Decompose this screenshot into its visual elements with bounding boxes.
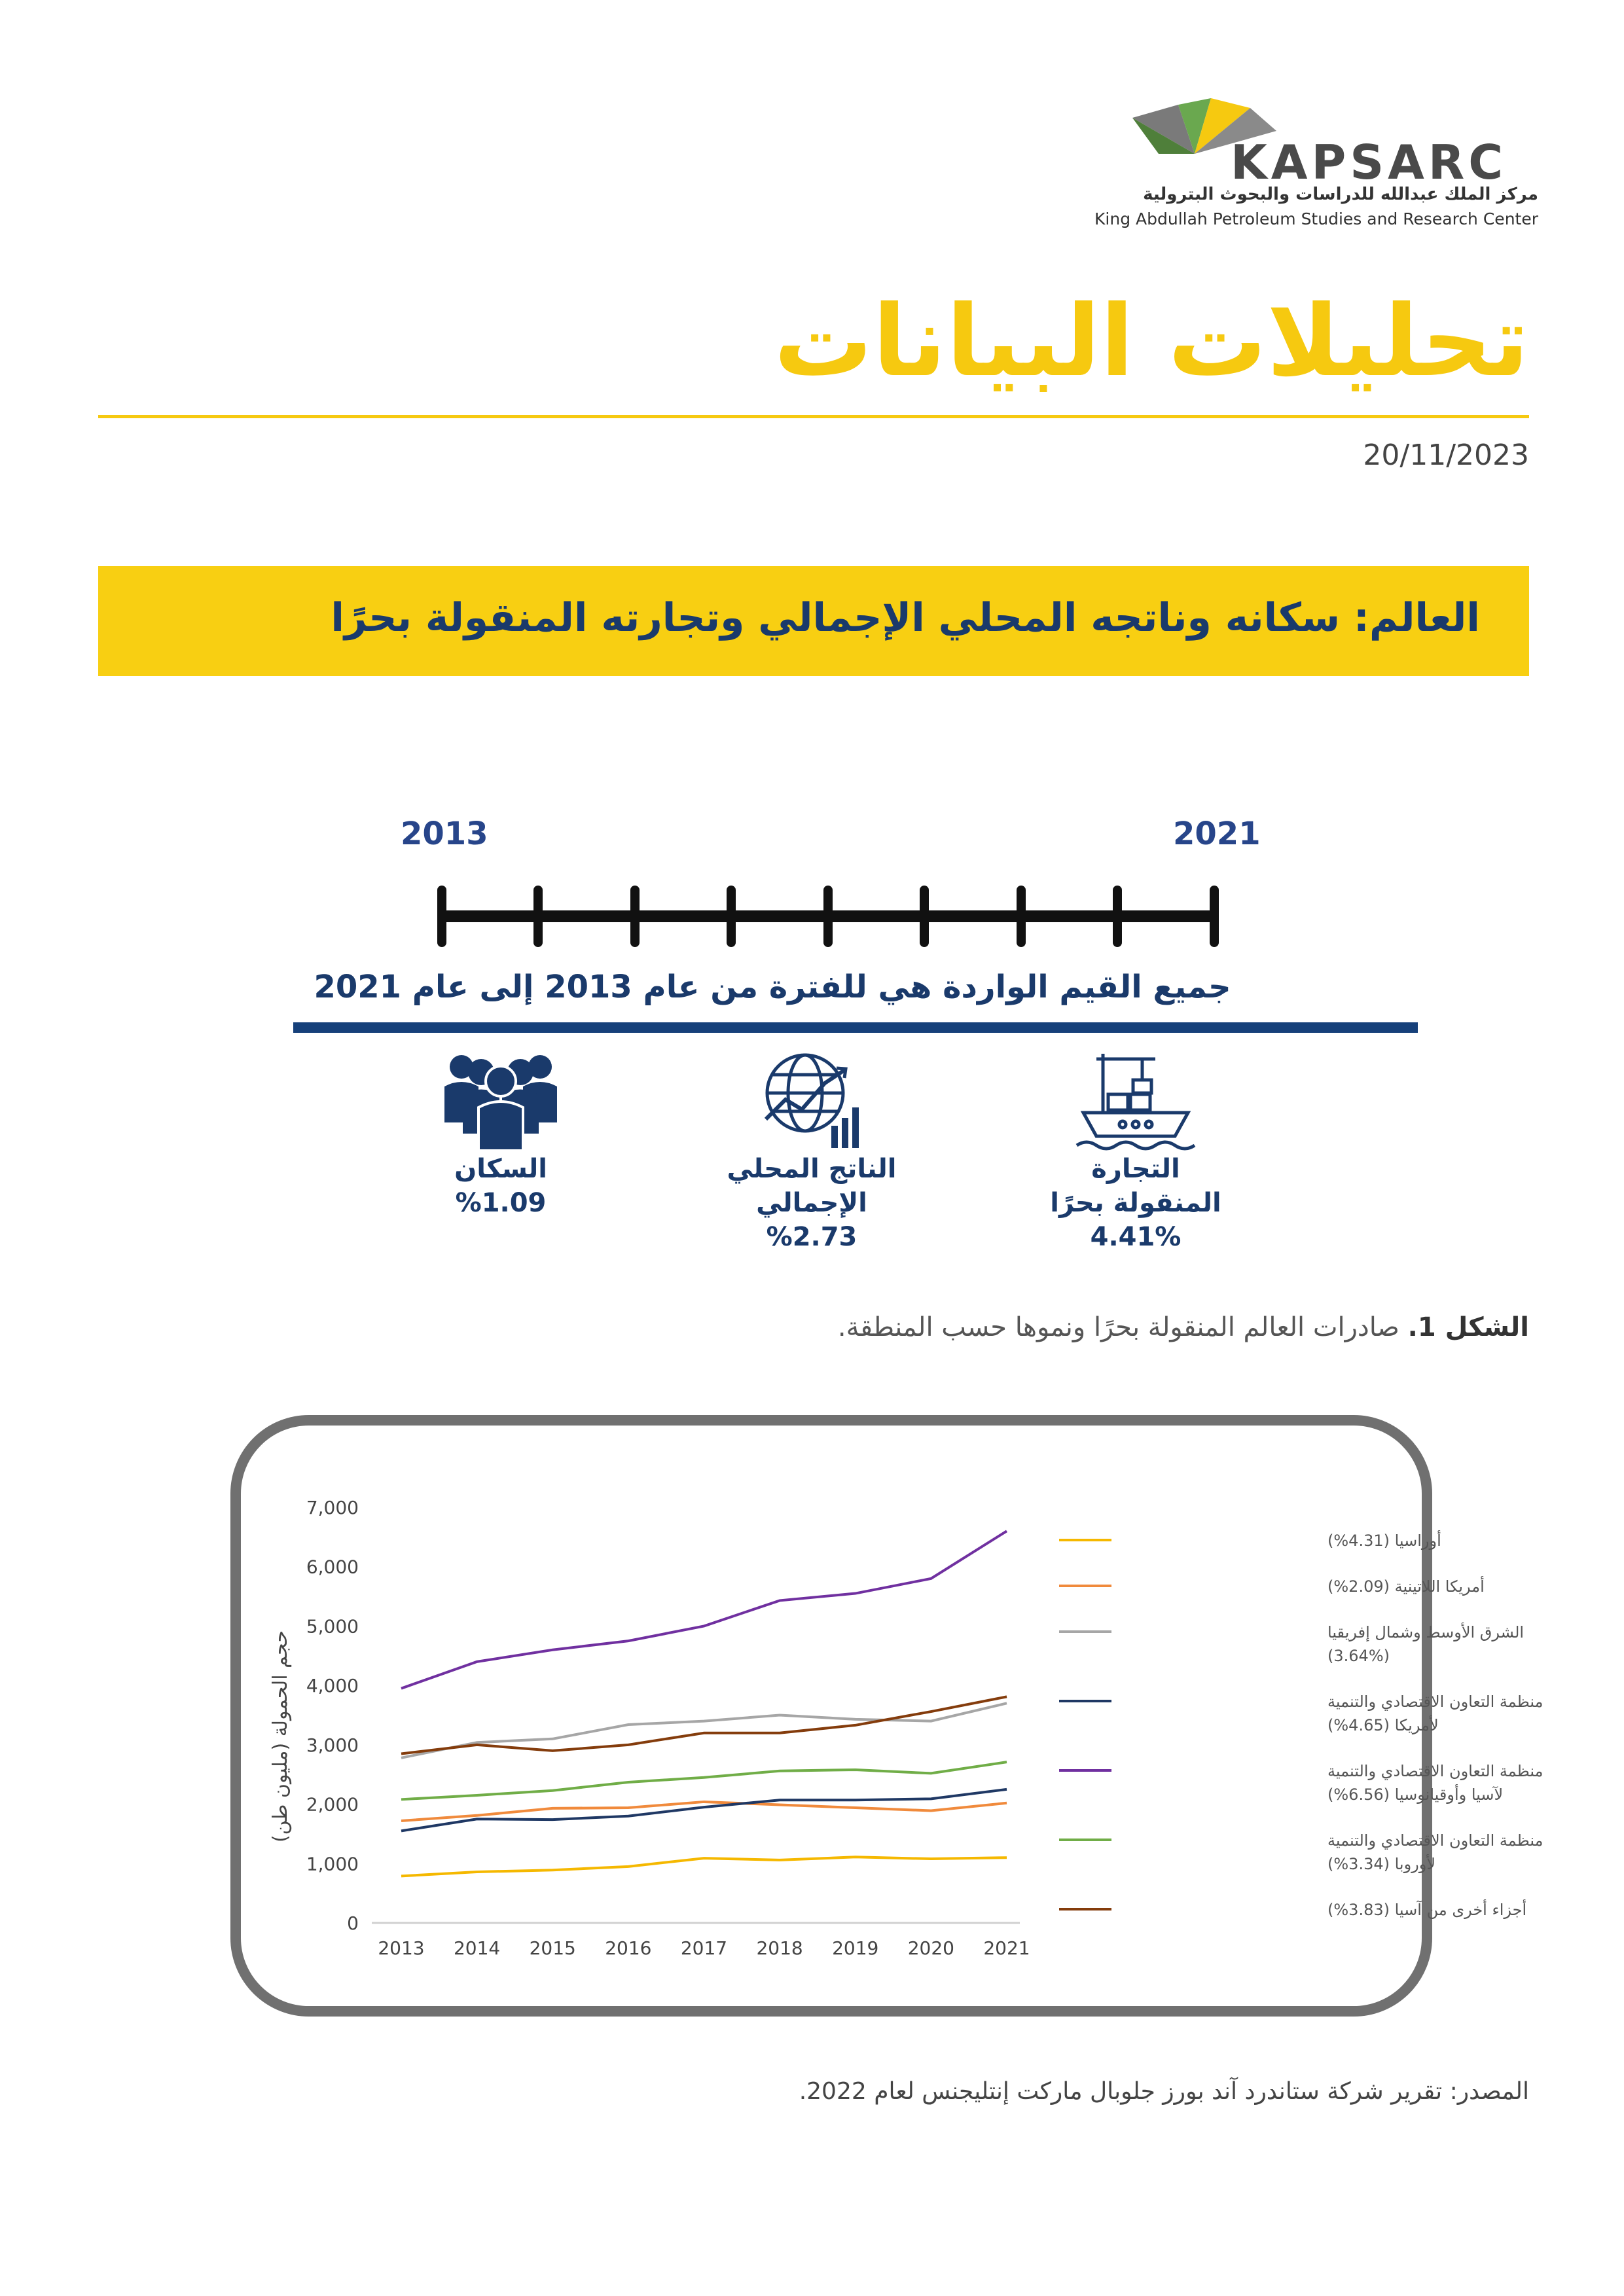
series-line-2 [401, 1703, 1007, 1757]
x-tick-label: 2016 [605, 1937, 652, 1959]
population-icon [435, 1047, 566, 1152]
legend-label: (3.64%) [1327, 1647, 1390, 1665]
x-tick-label: 2018 [756, 1937, 803, 1959]
y-tick-label: 5,000 [306, 1615, 359, 1638]
x-tick-label: 2015 [529, 1937, 576, 1959]
y-tick-label: 1,000 [306, 1853, 359, 1875]
x-tick-label: 2019 [832, 1937, 879, 1959]
y-tick-label: 7,000 [306, 1497, 359, 1518]
x-tick-label: 2021 [983, 1937, 1030, 1959]
series-line-6 [401, 1696, 1007, 1753]
line-chart [241, 1426, 1543, 2006]
logo-wordmark: KAPSARC [1231, 135, 1507, 190]
legend-label: أوراسيا (4.31%) [1327, 1532, 1441, 1550]
stat-label-line: المنقولة بحرًا [1050, 1188, 1221, 1218]
y-tick-label: 6,000 [306, 1556, 359, 1578]
x-tick-label: 2020 [907, 1937, 955, 1959]
stat-value: 4.41% [1090, 1222, 1182, 1252]
stat-gdp [687, 1047, 936, 1254]
legend-label: منظمة التعاون الاقتصادي والتنمية [1327, 1831, 1543, 1850]
source-note: المصدر: تقرير شركة ستاندرد آند بورز جلوبال ماركت إنتليجنس لعام 2022. [799, 2078, 1529, 2105]
figure-label: الشكل 1. [1407, 1312, 1529, 1342]
stat-value: %2.73 [766, 1222, 857, 1252]
y-tick-label: 0 [347, 1912, 359, 1934]
stat-label-line: الإجمالي [756, 1188, 867, 1218]
series-line-0 [401, 1857, 1007, 1876]
stat-value: %1.09 [455, 1188, 547, 1218]
logo-arabic-name: مركز الملك عبدالله للدراسات والبحوث البترولية [1143, 185, 1538, 204]
legend-label: أمريكا اللاتينية (2.09%) [1327, 1577, 1485, 1596]
stat-seaborne-trade [1011, 1047, 1260, 1254]
stat-population [376, 1047, 625, 1220]
stat-label-line: التجارة [1091, 1154, 1180, 1184]
gdp-globe-icon [746, 1047, 877, 1152]
legend-label: لأوروبا (3.34%) [1327, 1855, 1436, 1873]
series-line-4 [401, 1531, 1007, 1688]
x-tick-label: 2013 [378, 1937, 425, 1959]
y-tick-label: 4,000 [306, 1675, 359, 1697]
legend-label: أجزاء أخرى من آسيا (3.83%) [1327, 1901, 1527, 1919]
timeline-ruler [432, 884, 1224, 949]
x-tick-label: 2014 [453, 1937, 501, 1959]
cargo-ship-icon [1070, 1047, 1201, 1152]
x-tick-label: 2017 [680, 1937, 728, 1959]
legend-label: الشرق الأوسط وشمال إفريقيا [1327, 1623, 1525, 1641]
timeline-start-year: 2013 [401, 816, 488, 852]
legend-label: لآسيا وأوقيانوسيا (6.56%) [1327, 1785, 1504, 1804]
y-axis-label: حجم الحمولة (مليون طن) [269, 1630, 292, 1843]
y-tick-label: 3,000 [306, 1734, 359, 1756]
legend-label: منظمة التعاون الاقتصادي والتنمية [1327, 1762, 1543, 1780]
kapsarc-logo [1094, 92, 1545, 236]
series-line-5 [401, 1762, 1007, 1799]
stat-label-line: الناتج المحلي [727, 1154, 897, 1184]
y-tick-label: 2,000 [306, 1793, 359, 1816]
figure-caption [838, 1312, 1529, 1342]
stat-label-line: السكان [454, 1154, 547, 1184]
timeline-caption: جميع القيم الواردة هي للفترة من عام 2013 إلى عام 2021 [314, 969, 1231, 1005]
legend-label: منظمة التعاون الاقتصادي والتنمية [1327, 1693, 1543, 1711]
page-title: تحليلات البيانات [774, 285, 1529, 399]
chart-frame [230, 1415, 1543, 2017]
publication-date: 20/11/2023 [1363, 439, 1529, 472]
banner-heading: العالم: سكانه وناتجه المحلي الإجمالي وتجارته المنقولة بحرًا [331, 595, 1480, 641]
figure-caption-text: صادرات العالم المنقولة بحرًا ونموها حسب المنطقة. [837, 1312, 1408, 1342]
timeline-end-year: 2021 [1173, 816, 1261, 852]
title-divider [98, 415, 1529, 418]
legend-label: لأمريكا (4.65%) [1327, 1716, 1439, 1734]
logo-english-name: King Abdullah Petroleum Studies and Research Center [1094, 209, 1538, 228]
section-divider [293, 1022, 1418, 1033]
section-banner [98, 566, 1529, 676]
